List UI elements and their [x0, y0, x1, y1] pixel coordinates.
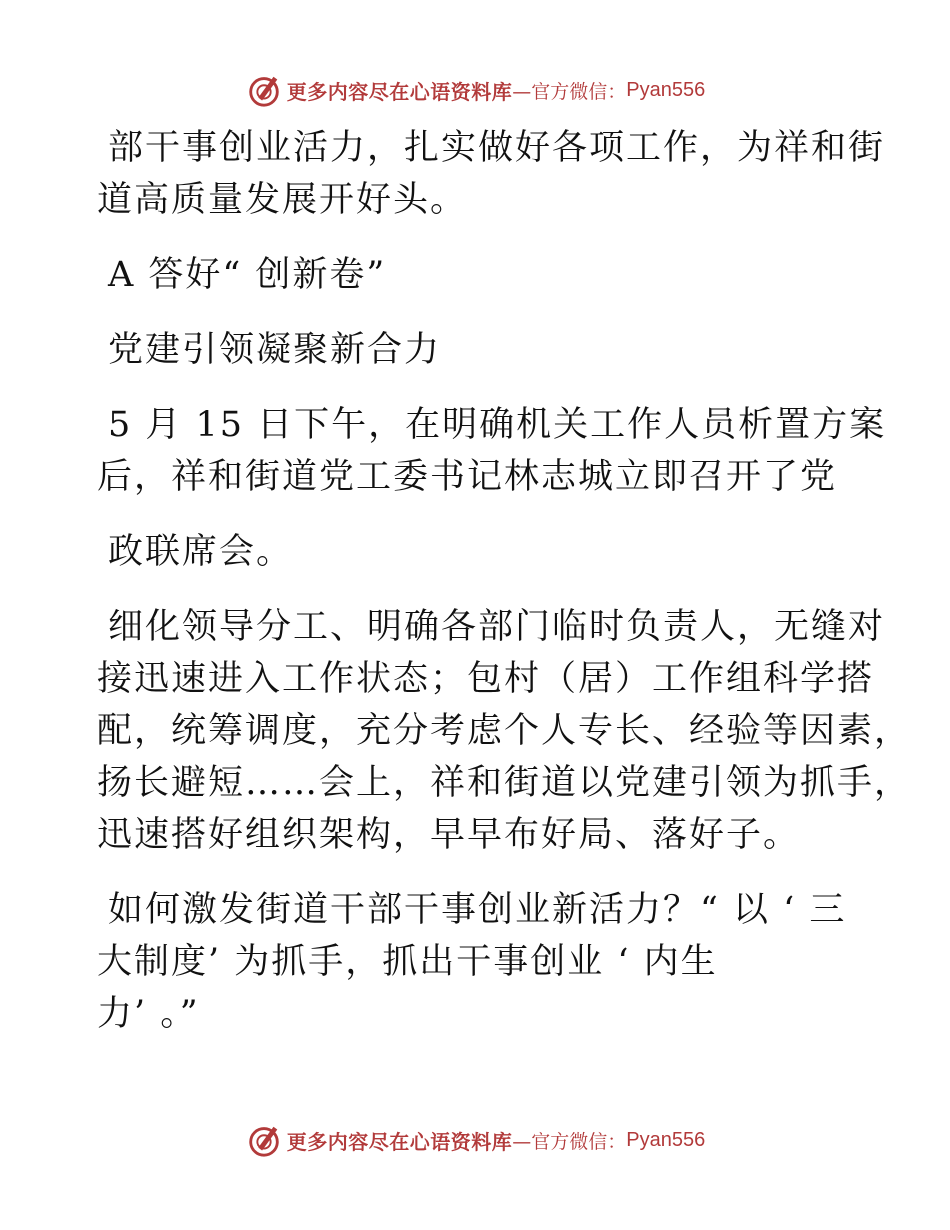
header-watermark [0, 70, 950, 110]
paragraph [97, 122, 886, 226]
text-line: 5 月 15 日下午，在明确机关工作人员析置方案 [108, 405, 887, 445]
paragraph [97, 601, 912, 861]
watermark-title: 更多内容尽在心语资料库 [286, 79, 513, 104]
pen-logo-icon [245, 71, 283, 109]
text-line: 如何激发街道干部干事创业新活力？“ 以 ‘ 三 [108, 890, 847, 930]
text-line: 党建引领凝聚新合力 [108, 330, 442, 370]
text-line: 力’ 。” [97, 994, 200, 1034]
footer-watermark [0, 1120, 950, 1160]
text-line: 后，祥和街道党工委书记林志城立即召开了党 [97, 457, 838, 497]
watermark-title: 更多内容尽在心语资料库 [286, 1129, 513, 1154]
section-heading [97, 249, 857, 301]
text-line: 配，统筹调度，充分考虑个人专长、经验等因素， [97, 711, 912, 751]
text-line: 接迅速进入工作状态；包村（居）工作组科学搭 [97, 659, 875, 699]
text-line: 细化领导分工、明确各部门临时负责人，无缝对 [108, 607, 886, 647]
text-line: A 答好“ 创新卷” [108, 255, 387, 295]
text-line: 大制度’ 为抓手，抓出干事创业 ‘ 内生 [97, 942, 718, 982]
watermark-label: —官方微信： [512, 1130, 627, 1153]
paragraph [97, 884, 857, 1040]
watermark-wechat-id: Pyan556 [626, 78, 706, 101]
section-subheading [97, 324, 857, 376]
text-line: 部干事创业活力，扎实做好各项工作，为祥和街 [108, 128, 886, 168]
paragraph [97, 526, 857, 578]
text-line: 迅速搭好组织架构，早早布好局、落好子。 [97, 815, 801, 855]
pen-logo-icon [245, 1121, 283, 1159]
text-line: 扬长避短……会上，祥和街道以党建引领为抓手， [97, 763, 912, 803]
text-line: 道高质量发展开好头。 [97, 180, 468, 220]
text-line: 政联席会。 [108, 532, 294, 572]
document-body [97, 122, 912, 1040]
watermark-label: —官方微信： [512, 80, 627, 103]
paragraph [97, 399, 887, 503]
watermark-wechat-id: Pyan556 [626, 1128, 706, 1151]
